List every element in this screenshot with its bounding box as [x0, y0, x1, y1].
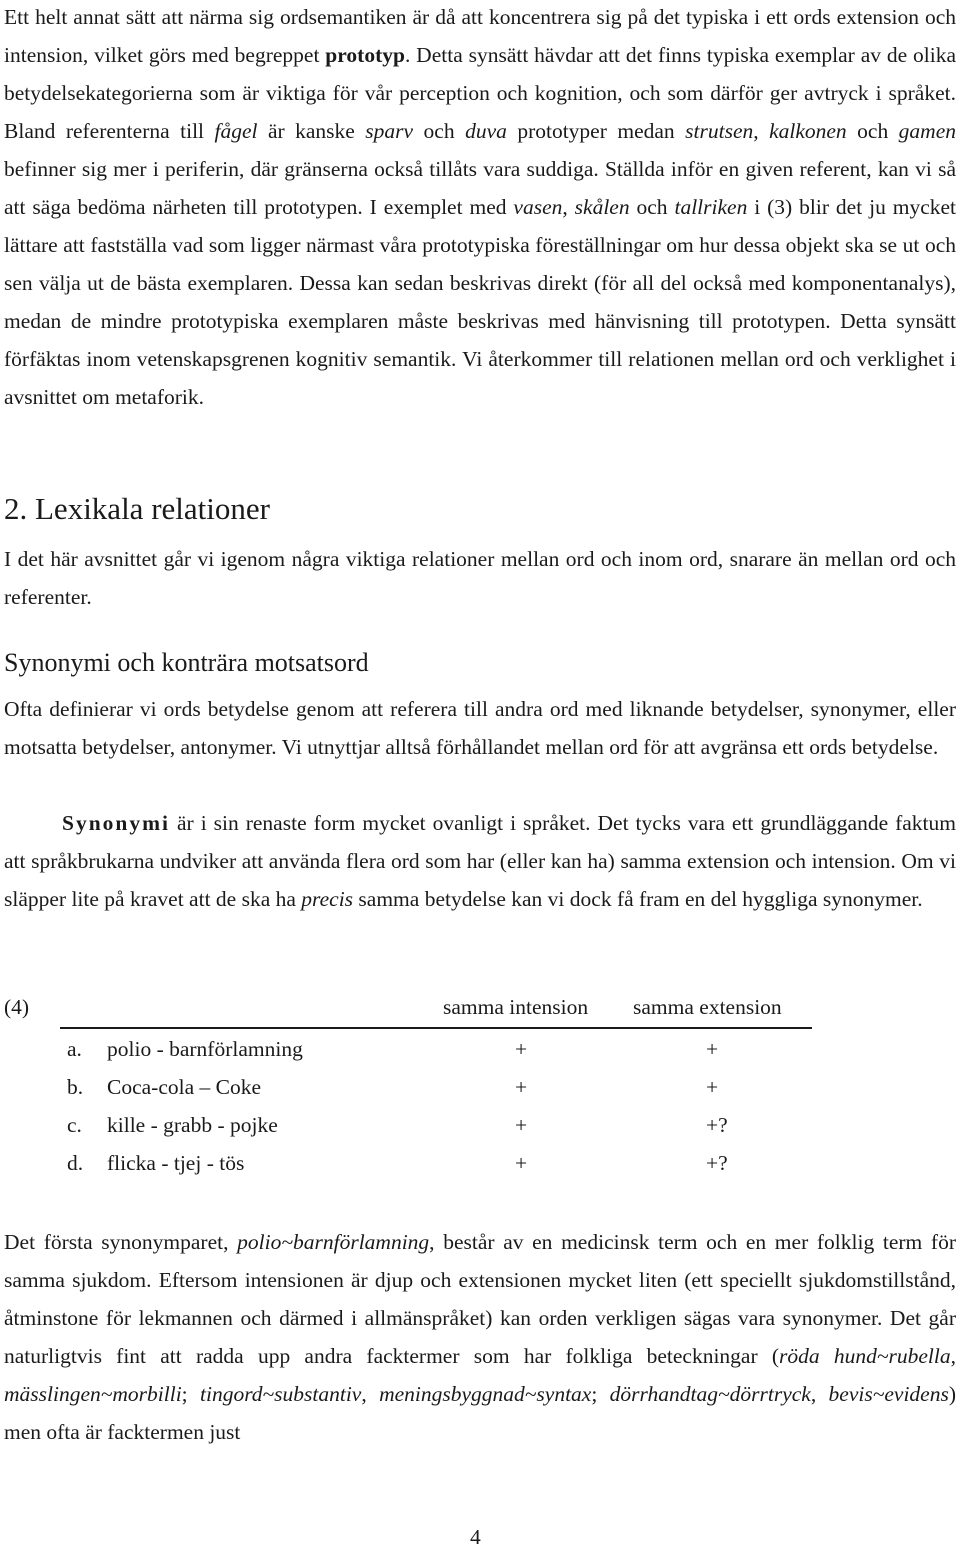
- text-run: ) men ofta är facktermen just: [4, 1382, 956, 1444]
- row-words: flicka - tjej - tös: [107, 1151, 245, 1175]
- example-word: duva: [465, 119, 507, 143]
- example-word: sparv: [365, 119, 414, 143]
- example-word: kalkonen: [769, 119, 847, 143]
- intension-mark: +: [515, 1151, 528, 1175]
- table-row: [0, 1075, 960, 1105]
- text-run: ,: [950, 1344, 956, 1368]
- text-run: i (3) blir det ju mycket lättare att fastställa vad som ligger närmast våra prototypiska föreställningar om hur dessa objekt ska se ut och sen välja ut de bästa exemplaren. Dessa kan sedan beskrivas direkt (för all del också med komponentanalys), medan de mindre prototypiska exemplaren måste beskrivas med hänvisning till prototypen. Detta synsätt förfäktas inom vetenskapsgrenen kognitiv semantik. Vi återkommer till relationen mellan ord och verklighet i avsnittet om metaforik.: [4, 195, 957, 409]
- example-word: gamen: [898, 119, 956, 143]
- example-word: dörrhandtag~dörrtryck: [609, 1382, 811, 1406]
- paragraph-definition: Ofta definierar vi ords betydelse genom att referera till andra ord med liknande betydelser, synonymer, eller motsatta betydelser, antonymer. Vi utnyttjar alltså förhållandet mellan ord för att avgränsa ett ords betydelse.: [4, 697, 956, 759]
- text-run: ,: [753, 119, 770, 143]
- paragraph-intro: I det här avsnittet går vi igenom några viktiga relationer mellan ord och inom ord, snarare än mellan ord och referenter.: [4, 547, 956, 609]
- table-row: [0, 1037, 960, 1067]
- intension-mark: +: [515, 1037, 528, 1061]
- row-letter: b.: [67, 1075, 84, 1099]
- paragraph-prototype: [4, 0, 956, 416]
- row-letter: d.: [67, 1151, 84, 1175]
- row-letter: c.: [67, 1113, 82, 1137]
- column-header-extension: samma extension: [633, 995, 782, 1019]
- table-row: [0, 1113, 960, 1143]
- paragraph-polio: [4, 1223, 956, 1451]
- example-word: röda hund~rubella: [779, 1344, 951, 1368]
- text-run: är i sin renaste form mycket ovanligt i språket. Det tycks vara ett grundläggande faktum att språkbrukarna undviker att använda flera ord som har (eller kan ha) samma extension och intension. Om vi släpper lite på kravet att de ska ha: [4, 811, 956, 911]
- example-word: tallriken: [674, 195, 748, 219]
- row-words: Coca-cola – Coke: [107, 1075, 262, 1099]
- example-table: [0, 995, 960, 1195]
- table-row: [0, 1151, 960, 1181]
- extension-mark: +?: [706, 1151, 728, 1175]
- text-run: samma betydelse kan vi dock få fram en del hyggliga synonymer.: [353, 887, 923, 911]
- term-synonymi: Synonymi: [62, 811, 171, 835]
- page-number: 4: [470, 1525, 481, 1549]
- text-run: ,: [810, 1382, 829, 1406]
- text-run: ,: [562, 195, 575, 219]
- text-run: prototyper medan: [506, 119, 686, 143]
- text-run: , består av en medicinsk term och en mer folklig term för samma sjukdom. Eftersom intensionen är djup och extensionen mycket liten (ett speciellt sjukdomstillstånd, åtminstone för lekmannen och därmed i allmänspråket) kan orden verkligen sägas vara synonymer. Det går naturligtvis fint att radda upp andra facktermer som har folkliga beteckningar (: [4, 1230, 956, 1368]
- text-run: Det första synonymparet,: [4, 1230, 238, 1254]
- table-rule: [60, 1027, 812, 1029]
- term-prototyp: prototyp: [325, 43, 405, 67]
- text-run: och: [413, 119, 466, 143]
- text-run: och: [846, 119, 899, 143]
- example-word: skålen: [574, 195, 630, 219]
- example-word: strutsen: [685, 119, 754, 143]
- text-run: . Detta synsätt hävdar att det finns typiska exemplar av de olika betydelsekategorierna som är viktiga för vår perception och kognition, och som därför ger avtryck i språket. Bland referenterna till: [4, 43, 956, 143]
- intension-mark: +: [515, 1113, 528, 1137]
- example-word: fågel: [214, 119, 258, 143]
- extension-mark: +: [706, 1075, 719, 1099]
- subsection-heading: Synonymi och konträra motsatsord: [4, 648, 369, 677]
- text-run: Ett helt annat sätt att närma sig ordsemantiken är då att koncentrera sig på det typiska i ett ords extension och intension, vilket görs med begreppet: [4, 5, 956, 67]
- text-run: och: [629, 195, 675, 219]
- text-run: ;: [591, 1382, 610, 1406]
- intension-mark: +: [515, 1075, 528, 1099]
- extension-mark: +?: [706, 1113, 728, 1137]
- example-word: mässlingen~morbilli: [4, 1382, 182, 1406]
- row-words: polio - barnförlamning: [107, 1037, 303, 1061]
- text-run: ,: [361, 1382, 380, 1406]
- row-letter: a.: [67, 1037, 82, 1061]
- emphasis-word: precis: [301, 887, 354, 911]
- example-word: meningsbyggnad~syntax: [379, 1382, 592, 1406]
- column-header-intension: samma intension: [443, 995, 589, 1019]
- example-word: polio~barnförlamning: [237, 1230, 430, 1254]
- example-word: tingord~substantiv: [200, 1382, 362, 1406]
- paragraph-synonymi: [4, 804, 956, 918]
- section-heading: 2. Lexikala relationer: [4, 491, 270, 526]
- text-run: befinner sig mer i periferin, där gränserna också tillåts vara suddiga. Ställda inför en given referent, kan vi så att säga bedöma närheten till prototypen. I exemplet med: [4, 157, 956, 219]
- text-run: är kanske: [257, 119, 366, 143]
- example-word: bevis~evidens: [828, 1382, 949, 1406]
- example-word: vasen: [513, 195, 563, 219]
- example-number: (4): [4, 995, 30, 1019]
- extension-mark: +: [706, 1037, 719, 1061]
- text-run: ;: [181, 1382, 200, 1406]
- row-words: kille - grabb - pojke: [107, 1113, 278, 1137]
